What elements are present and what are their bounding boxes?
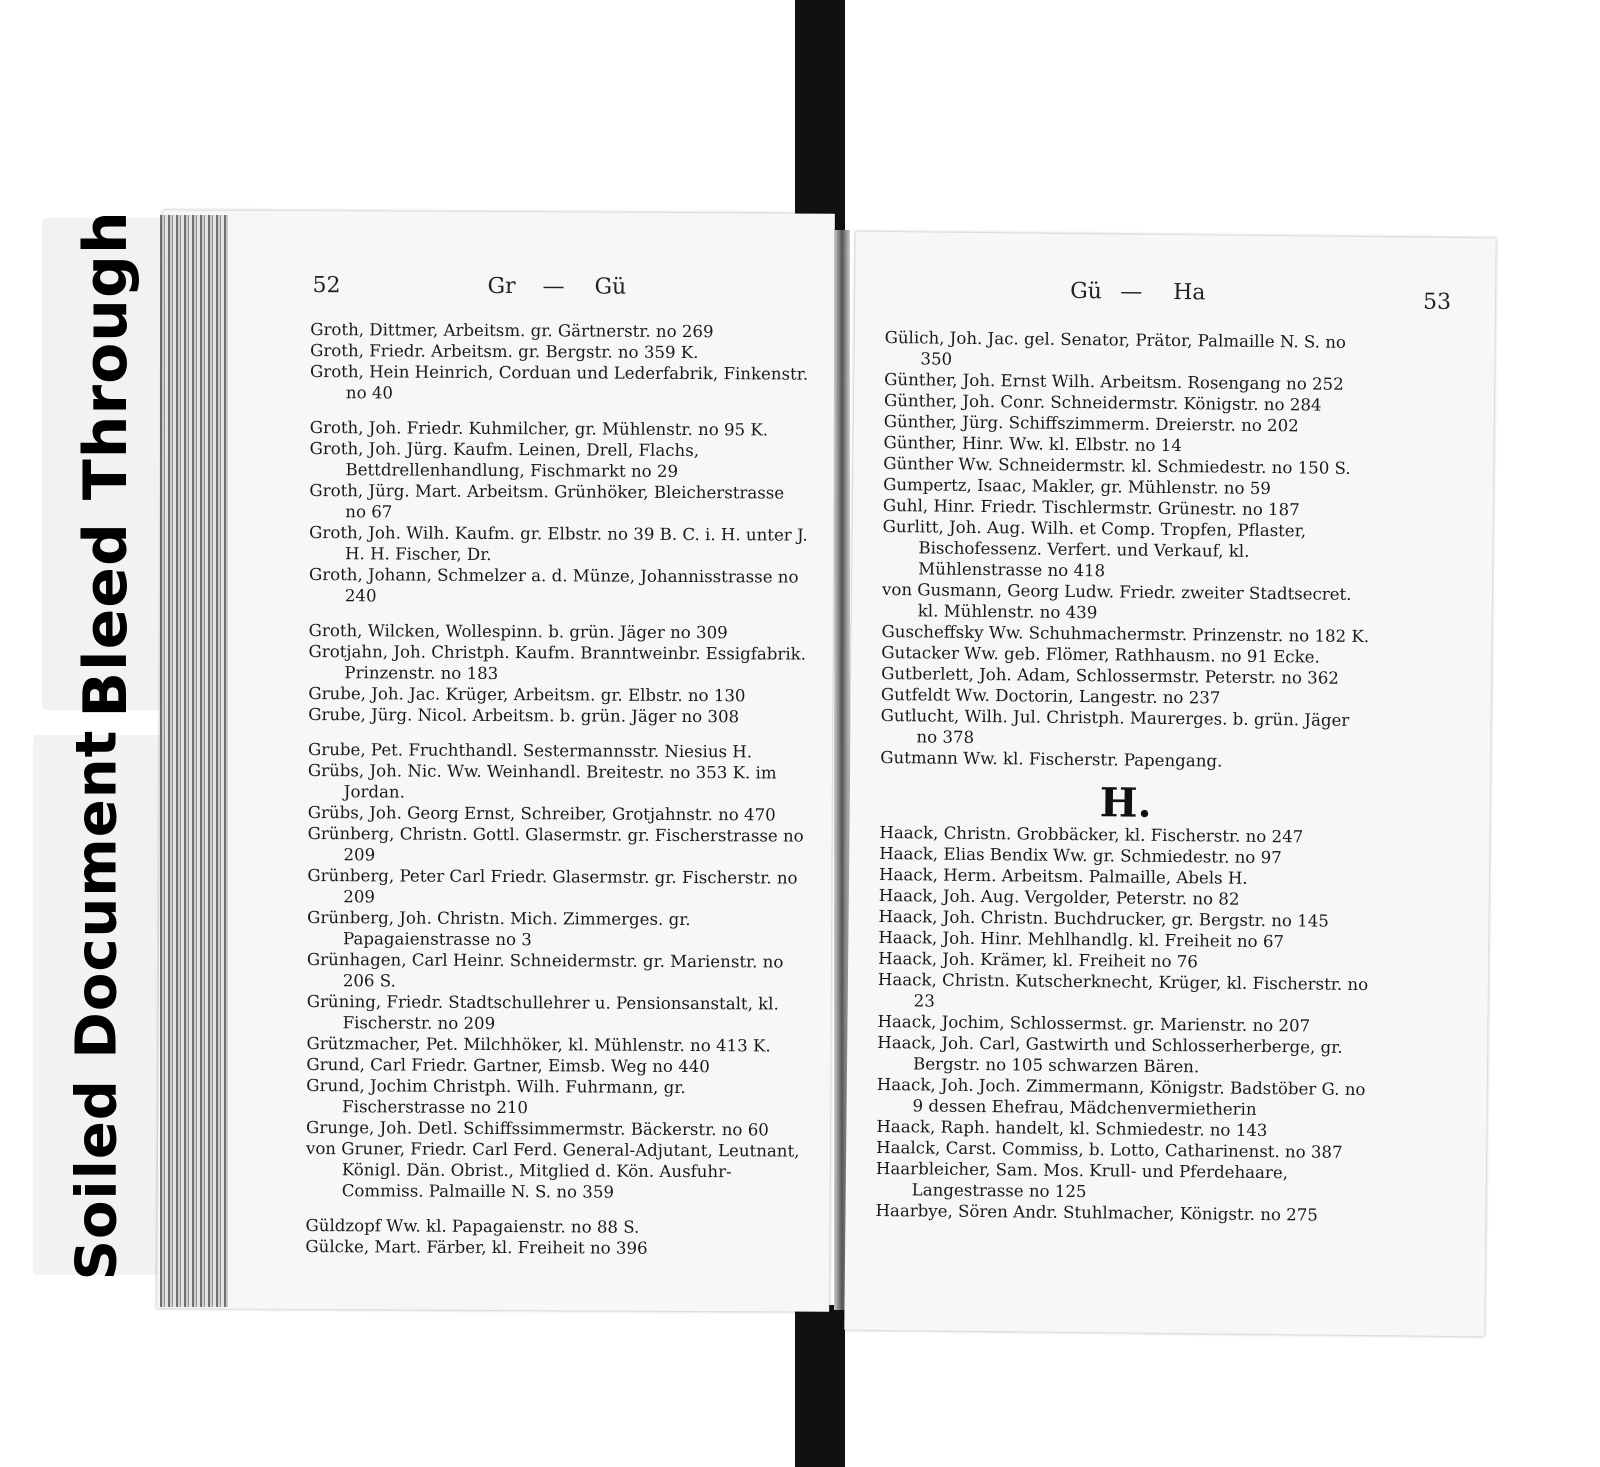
directory-entry: Gutfeldt Ww. Doctorin, Langestr. no 237 bbox=[880, 684, 1221, 708]
directory-entry: Haarbleicher, Sam. Mos. Krull- und Pferdehaare, Langestrasse no 125 bbox=[875, 1158, 1289, 1202]
binding-strap-bottom bbox=[795, 1305, 845, 1467]
directory-entry: Günther, Hinr. Ww. kl. Elbstr. no 14 bbox=[883, 432, 1182, 456]
directory-entry: Grünhagen, Carl Heinr. Schneidermstr. gr. Marienstr. no 206 S. bbox=[306, 950, 784, 991]
right-entry-list-h bbox=[875, 822, 1371, 1226]
left-page-number: 52 bbox=[312, 273, 341, 299]
directory-entry: Grübs, Joh. Georg Ernst, Schreiber, Grotjahnstr. no 470 bbox=[307, 803, 776, 825]
binding-strap-top bbox=[795, 0, 845, 230]
bleed-through-label bbox=[42, 210, 170, 718]
directory-entry: Haack, Joh. Joch. Zimmermann, Königstr. Badstöber G. no 9 dessen Ehefrau, Mädchenvermietherin bbox=[876, 1074, 1366, 1119]
directory-entry: Groth, Joh. Wilh. Kaufm. gr. Elbstr. no 39 B. C. i. H. unter J. H. H. Fischer, Dr. bbox=[309, 523, 808, 564]
directory-entry: Haack, Joh. Hinr. Mehlhandlg. kl. Freiheit no 67 bbox=[878, 927, 1285, 952]
section-letter-h: H. bbox=[1099, 779, 1152, 827]
left-header-dash: — bbox=[542, 274, 565, 300]
left-page bbox=[157, 210, 835, 1312]
directory-entry: von Gusmann, Georg Ludw. Friedr. zweiter Stadtsecret. kl. Mühlenstr. no 439 bbox=[881, 579, 1352, 623]
directory-entry: Haack, Christn. Kutscherknecht, Krüger, kl. Fischerstr. no 23 bbox=[877, 969, 1369, 1011]
soiled-document-text: Soiled Document bbox=[64, 729, 130, 1281]
book-spine-edge bbox=[160, 215, 228, 1307]
directory-entry: Guhl, Hinr. Friedr. Tischlermstr. Grünestr. no 187 bbox=[882, 495, 1300, 520]
directory-entry: Grüning, Friedr. Stadtschullehrer u. Pensionsanstalt, kl. Fischerstr. no 209 bbox=[306, 992, 779, 1033]
directory-entry: Groth, Dittmer, Arbeitsm. gr. Gärtnerstr. no 269 bbox=[310, 320, 714, 342]
right-page bbox=[844, 232, 1495, 1337]
directory-entry: von Gruner, Friedr. Carl Ferd. General-Adjutant, Leutnant, Königl. Dän. Obrist., Mitglied d. Kön. Ausfuhr-Commiss. Palmaille N. S. no 359 bbox=[305, 1139, 800, 1202]
right-entry-list-g bbox=[880, 327, 1377, 773]
directory-entry: Grützmacher, Pet. Milchhöker, kl. Mühlenstr. no 413 K. bbox=[306, 1034, 771, 1056]
directory-entry: Grunge, Joh. Detl. Schiffssimmermstr. Bäckerstr. no 60 bbox=[306, 1118, 769, 1140]
directory-entry: Grube, Pet. Fruchthandl. Sestermannsstr. Niesius H. bbox=[308, 740, 753, 762]
right-header-from: Gü bbox=[1070, 278, 1103, 305]
directory-entry: Groth, Joh. Jürg. Kaufm. Leinen, Drell, Flachs, Bettdrellenhandlung, Fischmarkt no 29 bbox=[309, 439, 700, 481]
bleed-through-text: Bleed Through bbox=[71, 210, 141, 718]
directory-entry: Grund, Jochim Christph. Wilh. Fuhrmann, gr. Fischerstrasse no 210 bbox=[306, 1076, 686, 1118]
directory-entry: Gurlitt, Joh. Aug. Wilh. et Comp. Tropfen, Pflaster, Bischofessenz. Verfert. und Verkauf, kl. Mühlenstrasse no 418 bbox=[882, 516, 1307, 581]
directory-entry: Grünberg, Peter Carl Friedr. Glasermstr. gr. Fischerstr. no 209 bbox=[307, 866, 798, 907]
directory-entry: Haack, Herm. Arbeitsm. Palmaille, Abels H. bbox=[878, 864, 1248, 888]
directory-entry: Grübs, Joh. Nic. Ww. Weinhandl. Breitestr. no 353 K. im Jordan. bbox=[307, 761, 777, 802]
directory-entry: Güldzopf Ww. kl. Papagaienstr. no 88 S. bbox=[305, 1216, 640, 1237]
left-header-from: Gr bbox=[487, 273, 516, 300]
directory-entry: Gutacker Ww. geb. Flömer, Rathhausm. no 91 Ecke. bbox=[881, 642, 1320, 667]
directory-entry: Grund, Carl Friedr. Gartner, Eimsb. Weg no 440 bbox=[306, 1055, 710, 1077]
directory-entry: Haack, Christn. Grobbäcker, kl. Fischerstr. no 247 bbox=[879, 822, 1304, 847]
left-entry-list bbox=[305, 319, 810, 1260]
directory-entry: Grotjahn, Joh. Christph. Kaufm. Branntweinbr. Essigfabrik. Prinzenstr. no 183 bbox=[308, 642, 807, 684]
directory-entry: Günther Ww. Schneidermstr. kl. Schmiedestr. no 150 S. bbox=[883, 453, 1351, 478]
directory-entry: Groth, Friedr. Arbeitsm. gr. Bergstr. no 359 K. bbox=[310, 341, 699, 363]
directory-entry: Grube, Jürg. Nicol. Arbeitsm. b. grün. Jäger no 308 bbox=[308, 705, 740, 727]
directory-entry: Gülcke, Mart. Färber, kl. Freiheit no 396 bbox=[305, 1237, 648, 1258]
directory-entry: Haarbye, Sören Andr. Stuhlmacher, Königstr. no 275 bbox=[875, 1200, 1318, 1225]
soiled-document-label bbox=[33, 729, 161, 1281]
directory-entry: Günther, Joh. Ernst Wilh. Arbeitsm. Rosengang no 252 bbox=[884, 369, 1344, 394]
directory-entry: Groth, Wilcken, Wollespinn. b. grün. Jäger no 309 bbox=[308, 621, 728, 643]
directory-entry: Grünberg, Christn. Gottl. Glasermstr. gr. Fischerstrasse no 209 bbox=[307, 824, 804, 865]
directory-entry: Gülich, Joh. Jac. gel. Senator, Prätor, Palmaille N. S. no 350 bbox=[884, 327, 1347, 369]
directory-entry: Haack, Elias Bendix Ww. gr. Schmiedestr. no 97 bbox=[879, 843, 1282, 868]
directory-entry: Haack, Joh. Aug. Vergolder, Peterstr. no 82 bbox=[878, 885, 1240, 909]
directory-entry: Guscheffsky Ww. Schuhmachermstr. Prinzenstr. no 182 K. bbox=[881, 621, 1370, 647]
directory-entry: Günther, Jürg. Schiffszimmerm. Dreierstr. no 202 bbox=[883, 411, 1299, 436]
right-page-number: 53 bbox=[1422, 289, 1452, 315]
directory-entry: Haack, Jochim, Schlossermst. gr. Marienstr. no 207 bbox=[877, 1011, 1311, 1036]
directory-entry: Haack, Raph. handelt, kl. Schmiedestr. no 143 bbox=[876, 1116, 1268, 1141]
directory-entry: Haack, Joh. Krämer, kl. Freiheit no 76 bbox=[878, 948, 1199, 972]
directory-entry: Haack, Joh. Christn. Buchdrucker, gr. Bergstr. no 145 bbox=[878, 906, 1329, 931]
directory-entry: Gumpertz, Isaac, Makler, gr. Mühlenstr. no 59 bbox=[883, 474, 1272, 499]
directory-entry: Haack, Joh. Carl, Gastwirth und Schlosserherberge, gr. Bergstr. no 105 schwarzen Bären. bbox=[877, 1032, 1343, 1077]
directory-entry: Grube, Joh. Jac. Krüger, Arbeitsm. gr. Elbstr. no 130 bbox=[308, 684, 746, 706]
directory-entry: Grünberg, Joh. Christn. Mich. Zimmerges. gr. Papagaienstrasse no 3 bbox=[307, 908, 691, 950]
right-header-dash: — bbox=[1120, 279, 1143, 305]
left-header-to: Gü bbox=[594, 274, 627, 300]
directory-entry: Groth, Johann, Schmelzer a. d. Münze, Johannisstrasse no 240 bbox=[308, 565, 799, 606]
directory-entry: Gutlucht, Wilh. Jul. Christph. Maurerges. b. grün. Jäger no 378 bbox=[880, 705, 1350, 747]
directory-entry: Groth, Joh. Friedr. Kuhmilcher, gr. Mühlenstr. no 95 K. bbox=[309, 418, 769, 440]
directory-entry: Gutmann Ww. kl. Fischerstr. Papengang. bbox=[880, 747, 1223, 771]
directory-entry: Günther, Joh. Conr. Schneidermstr. Königstr. no 284 bbox=[883, 390, 1322, 415]
directory-entry: Groth, Jürg. Mart. Arbeitsm. Grünhöker, Bleicherstrasse no 67 bbox=[309, 481, 785, 522]
right-header-to: Ha bbox=[1173, 280, 1206, 306]
directory-entry: Haalck, Carst. Commiss, b. Lotto, Catharinenst. no 387 bbox=[876, 1137, 1343, 1162]
directory-entry: Groth, Hein Heinrich, Corduan und Lederfabrik, Finkenstr. no 40 bbox=[309, 362, 809, 403]
directory-entry: Gutberlett, Joh. Adam, Schlossermstr. Peterstr. no 362 bbox=[881, 663, 1340, 688]
